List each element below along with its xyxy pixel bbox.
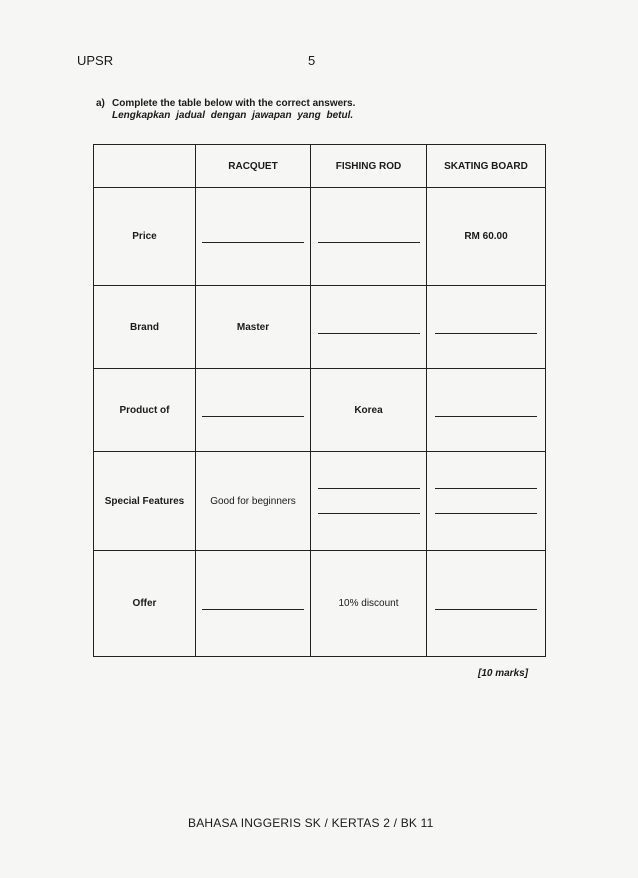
brand-racquet: Master (236, 321, 270, 333)
table-row-offer (94, 551, 546, 657)
row-label-special-features: Special Features (104, 495, 185, 507)
instruction-malay: Lengkapkan jadual dengan jawapan yang betul. (112, 110, 354, 121)
row-label-price: Price (132, 231, 157, 242)
answer-blank-features-fishing-rod-2[interactable] (318, 513, 420, 514)
instruction-english: Complete the table below with the correct answers. (112, 98, 356, 109)
paper-footer: BAHASA INGGERIS SK / KERTAS 2 / BK 11 (188, 816, 434, 830)
column-header-fishing-rod: FISHING ROD (311, 145, 427, 188)
question-instruction (96, 98, 355, 122)
answer-blank-brand-fishing-rod[interactable] (318, 333, 420, 334)
row-label-brand: Brand (130, 321, 159, 333)
column-header-racquet: RACQUET (196, 145, 311, 188)
row-label-offer: Offer (132, 598, 157, 609)
question-label: a) (96, 98, 105, 109)
table-header-row (94, 145, 546, 188)
price-skating-board: RM 60.00 (464, 231, 508, 242)
column-header-skating-board: SKATING BOARD (427, 145, 546, 188)
table-row-price (94, 188, 546, 286)
table-row-special-features (94, 452, 546, 551)
answer-blank-features-fishing-rod-1[interactable] (318, 488, 420, 489)
answer-blank-features-skating-board-1[interactable] (435, 488, 537, 489)
table-row-brand (94, 286, 546, 369)
marks-allocation: [10 marks] (478, 668, 529, 679)
header-empty-cell (94, 145, 196, 188)
answer-blank-product-skating-board[interactable] (435, 416, 537, 417)
product-of-fishing-rod: Korea (354, 404, 383, 416)
row-label-product-of: Product of (119, 404, 170, 416)
answer-blank-product-racquet[interactable] (202, 416, 304, 417)
answer-blank-price-racquet[interactable] (202, 242, 304, 243)
answer-blank-brand-skating-board[interactable] (435, 333, 537, 334)
special-features-racquet: Good for beginners (210, 495, 296, 507)
answer-table (93, 144, 546, 657)
answer-blank-offer-racquet[interactable] (202, 609, 304, 610)
exam-header-label: UPSR (77, 53, 114, 68)
answer-blank-features-skating-board-2[interactable] (435, 513, 537, 514)
answer-blank-price-fishing-rod[interactable] (318, 242, 420, 243)
offer-fishing-rod: 10% discount (338, 598, 399, 609)
table-row-product-of (94, 369, 546, 452)
page-number: 5 (308, 53, 316, 68)
answer-blank-offer-skating-board[interactable] (435, 609, 537, 610)
